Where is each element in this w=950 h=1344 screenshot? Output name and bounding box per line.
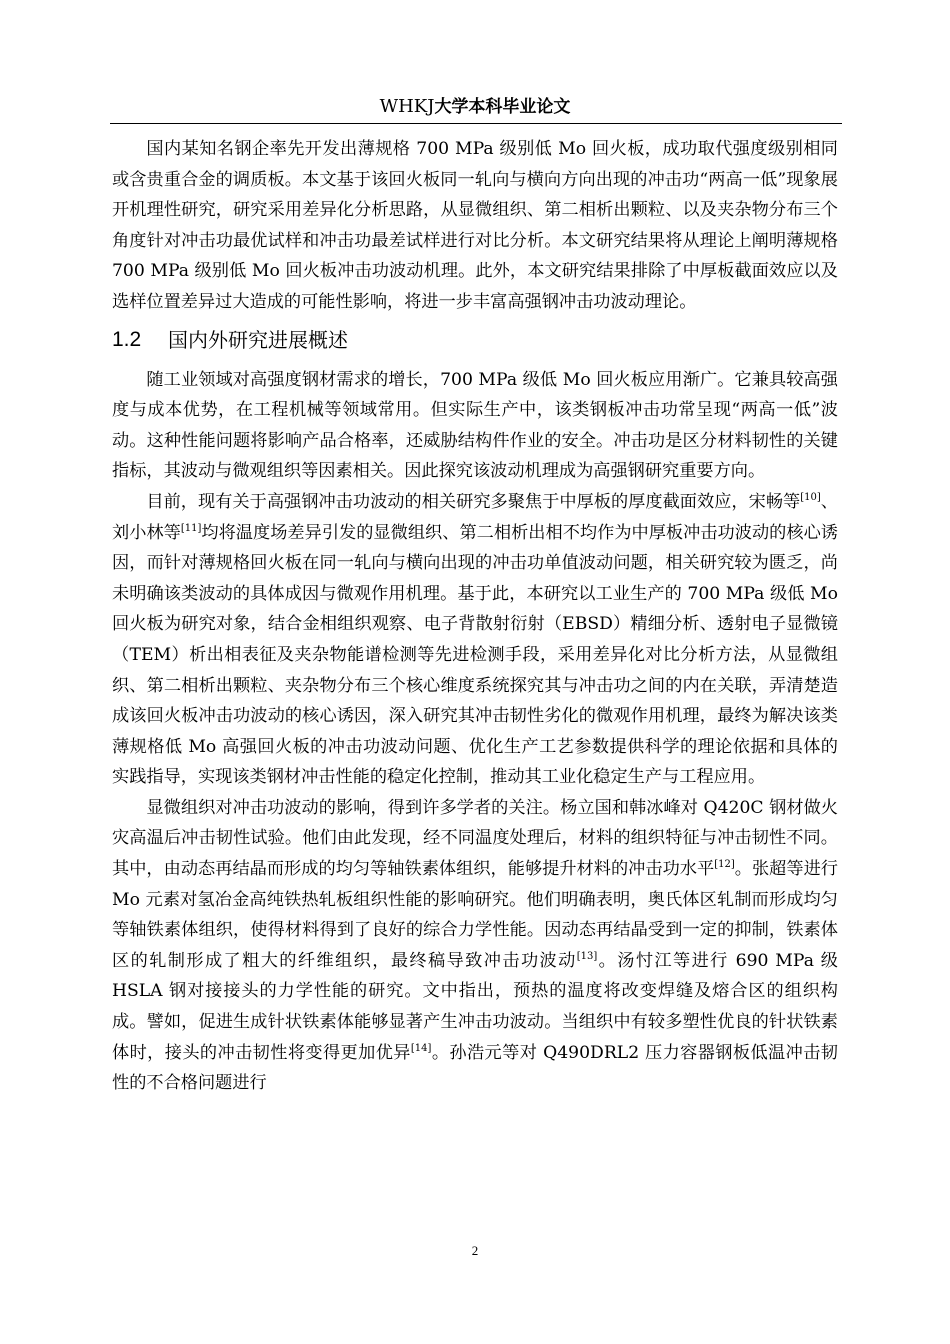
running-header <box>0 94 950 120</box>
citation-12: [12] <box>714 859 735 871</box>
citation-11: [11] <box>180 522 202 534</box>
section-title: 国内外研究进展概述 <box>168 328 348 353</box>
text-run: 。汤忖江等进行 690 MPa 级 HSLA 钢对接接头的力学性能的研究。文中指出，预热的温度将改变焊缝及熔合区的组织构成。譬如，促进生成针状铁素体能够显著产生冲击功波动。当组织中有较多塑性优良的针状铁素体时，接头的冲击韧性将变得更加优异 <box>112 950 838 1063</box>
page-number: 2 <box>471 1243 479 1258</box>
citation-13: [13] <box>576 950 598 962</box>
header-prefix: WHKJ <box>379 96 435 117</box>
main-body <box>112 134 838 1099</box>
text-run: 均将温度场差异引发的显微组织、第二相析出相不均作为中厚板冲击功波动的核心诱因，而针对薄规格回火板在同一轧向与横向出现的冲击功单值波动问题，相关研究较为匮乏，尚未明确该类波动的具体成因与微观作用机理。基于此，本研究以工业生产的 700 MPa 级低 Mo 回火板为研究对象，结合金相组织观察、电子背散射衍射（EBSD）精细分析、透射电子显微镜（TEM）析出相表征及夹杂物能谱检测等先进检测手段，采用差异化对比分析方法，从显微组织、第二相析出颗粒、夹杂物分布三个核心维度系统探究其与冲击功之间的内在关联，弄清楚造成该回火板冲击功波动的核心诱因，深入研究其冲击韧性劣化的微观作用机理，最终为解决该类薄规格低 Mo 高强回火板的冲击功波动问题、优化生产工艺参数提供科学的理论依据和具体的实践指导，实现该类钢材冲击性能的稳定化控制，推动其工业化稳定生产与工程应用。 <box>112 522 838 788</box>
section-heading <box>112 321 838 361</box>
text-run: 。张超等进行 Mo 元素对氢冶金高纯铁热轧板组织性能的影响研究。他们明确表明，奥氏体区轧制而形成均匀等轴铁素体组织，使得材料得到了良好的综合力学性能。因动态再结晶受到一定的抑制，铁素体区的轧制形成了粗大的纤维组织，最终稿导致冲击功波动 <box>112 859 838 971</box>
text-run: 目前，现有关于高强钢冲击功波动的相关研究多聚焦于中厚板的厚度截面效应，宋畅等 <box>146 491 801 512</box>
paragraph-microstructure <box>112 793 838 1099</box>
paragraph-intro: 国内某知名钢企率先开发出薄规格 700 MPa 级别低 Mo 回火板，成功取代强度级别相同或含贵重合金的调质板。本文基于该回火板同一轧向与横向方向出现的冲击功“两高一低”现象展开机理性研究，研究采用差异化分析思路，从显微组织、第二相析出颗粒、以及夹杂物分布三个角度针对冲击功最优试样和冲击功最差试样进行对比分析。本文研究结果将从理论上阐明薄规格 700 MPa 级别低 Mo 回火板冲击功波动机理。此外，本文研究结果排除了中厚板截面效应以及选样位置差异过大造成的可能性影响，将进一步丰富高强钢冲击功波动理论。 <box>112 139 838 312</box>
header-title: 大学本科毕业论文 <box>434 97 571 117</box>
section-number: 1.2 <box>112 328 142 352</box>
paragraph-current-research <box>112 487 838 793</box>
header-rule <box>110 123 842 124</box>
text-run: 显微组织对冲击功波动的影响，得到许多学者的关注。杨立国和韩冰峰对 Q420C 钢材做火灾高温后冲击韧性试验。他们由此发现，经不同温度处理后，材料的组织特征与冲击韧性不同。其中，由动态再结晶而形成的均匀等轴铁素体组织，能够提升材料的冲击功水平 <box>112 797 838 880</box>
citation-10: [10] <box>800 491 821 503</box>
citation-14: [14] <box>410 1042 432 1054</box>
paragraph-background: 随工业领域对高强度钢材需求的增长，700 MPa 级低 Mo 回火板应用渐广。它兼具较高强度与成本优势，在工程机械等领域常用。但实际生产中，该类钢板冲击功常呈现“两高一低”波动。这种性能问题将影响产品合格率，还威胁结构件作业的安全。冲击功是区分材料韧性的关键指标，其波动与微观组织等因素相关。因此探究该波动机理成为高强钢研究重要方向。 <box>112 369 838 482</box>
text-run: 。孙浩元等对 Q490DRL2 压力容器钢板低温冲击韧性的不合格问题进行 <box>112 1042 838 1094</box>
text-run: 、刘小林等 <box>112 491 838 543</box>
